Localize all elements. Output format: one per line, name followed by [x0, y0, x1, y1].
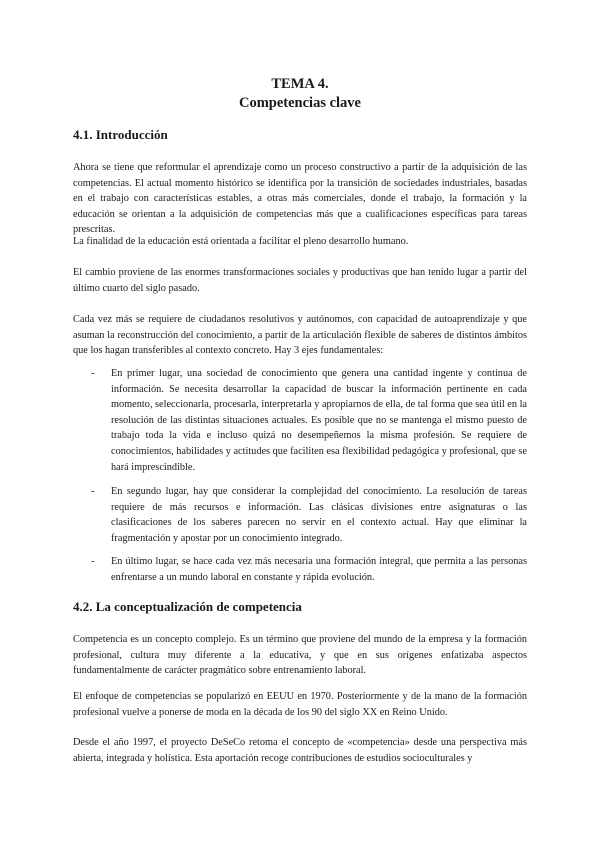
paragraph: El cambio proviene de las enormes transformaciones sociales y productivas que han tenido lugar a partir del último cuarto del siglo pasado. — [73, 267, 527, 294]
bullet-marker: - — [91, 486, 95, 497]
title-line-1: TEMA 4. — [271, 76, 329, 92]
bullet-marker: - — [91, 368, 95, 379]
document-title — [73, 75, 527, 113]
paragraph: Competencia es un concepto complejo. Es un término que proviene del mundo de la empresa y la formación profesional, cultura muy diferente a la educativa, y que en sus orígenes enfatizaba aspectos fundamentalmente de carácter pragmático sobre entrenamiento laboral. — [73, 634, 527, 677]
paragraph: Ahora se tiene que reformular el aprendizaje como un proceso constructivo a partir de la adquisición de las competencias. El actual momento histórico se identifica por la transición de sociedades industriales, basadas en el trabajo con características estables, a otras más comerciales, donde el trabajo, la formación y la educación se orientan a la adquisición de competencias más que a cualificaciones específicas para tareas prescritas. — [73, 162, 527, 236]
section-heading-conceptualizacion: 4.2. La conceptualización de competencia — [73, 599, 302, 614]
paragraph: Desde el año 1997, el proyecto DeSeCo retoma el concepto de «competencia» desde una perspectiva más abierta, integrada y holística. Esta aportación recoge contribuciones de estudios socioculturales y — [73, 737, 527, 764]
bullet-text: En primer lugar, una sociedad de conocimiento que genera una cantidad ingente y continua de información. Se necesita desarrollar la capacidad de buscar la información pertinente en cada momento, seleccionarla, procesarla, interpretarla y apropiarnos de ella, de tal forma que sea útil en la resolución de las distintas situaciones actuales. Es posible que no se mantenga el mismo puesto de trabajo toda la vida e incluso quizá no desempeñemos la misma profesión. Se requiere de conocimientos, habilidades y actitudes que faciliten esa flexibilidad pedagógica y profesional, que se hará imprescindible. — [111, 368, 527, 473]
bullet-marker: - — [91, 556, 95, 567]
section-heading-introduccion: 4.1. Introducción — [73, 127, 168, 142]
paragraph: El enfoque de competencias se popularizó en EEUU en 1970. Posteriormente y de la mano de la formación profesional vuelve a ponerse de moda en la década de los 90 del siglo XX en Reino Unido. — [73, 691, 527, 718]
title-line-2: Competencias clave — [238, 95, 361, 111]
bullet-text: En segundo lugar, hay que considerar la complejidad del conocimiento. La resolución de tareas requiere de más recursos e información. Las clásicas divisiones entre asignaturas o las clasificaciones de los saberes parecen no servir en el contexto actual. Hay que eliminar la fragmentación y apostar por un conocimiento integrado. — [111, 486, 527, 544]
bullet-text: En último lugar, se hace cada vez más necesaria una formación integral, que permita a las personas enfrentarse a un mundo laboral en constante y rápida evolución. — [111, 556, 527, 583]
paragraph: Cada vez más se requiere de ciudadanos resolutivos y autónomos, con capacidad de autoaprendizaje y que asuman la reconstrucción del conocimiento, a partir de la articulación flexible de saberes de distintos ámbitos que los hagan transferibles al contexto concreto. Hay 3 ejes fundamentales: — [73, 314, 527, 357]
paragraph: La finalidad de la educación está orientada a facilitar el pleno desarrollo humano. — [73, 236, 409, 247]
